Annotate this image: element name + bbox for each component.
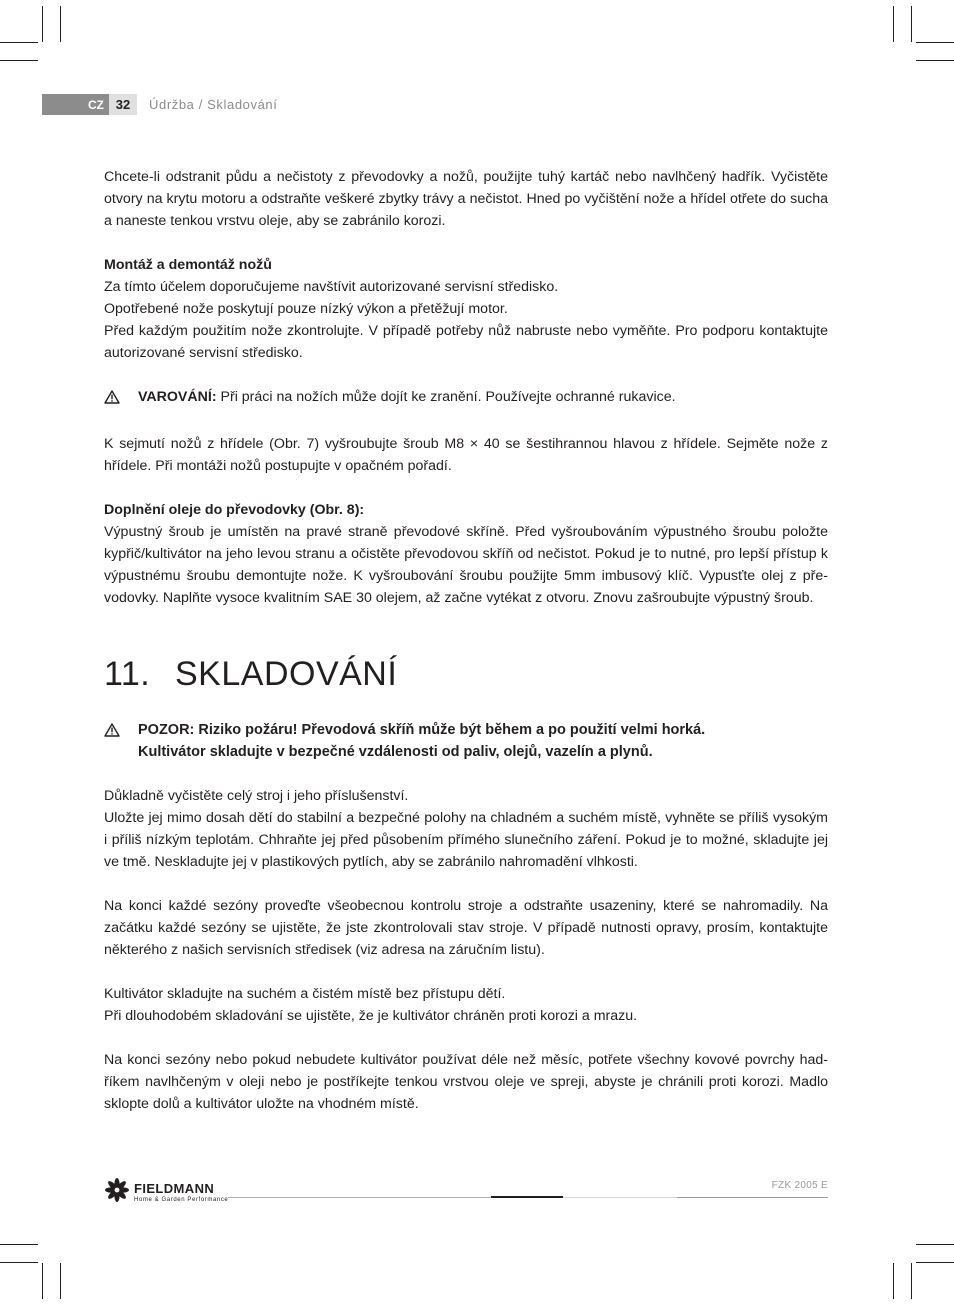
crop-mark bbox=[42, 6, 43, 42]
oil-paragraph: Výpustný šroub je umístěn na pravé straně převodové skříně. Před vyšroubováním výpustného šroubu položte kypřič/kultivátor na jeho levou stranu a očistěte převodovou skříň od nečistot. Pokud je to nutné, pro lepší přístup k výpustnému šroubu demontujte nože. K vyšroubování šroubu použijte 5mm imbusový klíč. Vypusťte olej z převodovky. Naplňte vysoce kvalitním SAE 30 olejem, až začne vytékat z otvoru. Znovu zašroubujte výpustný šroub. bbox=[104, 524, 828, 606]
footer-rule bbox=[677, 1197, 828, 1198]
storage-paragraph: Při dlouhodobém skladování se ujistěte, že je kultivátor chráněn proti korozi a mrazu. bbox=[104, 1008, 638, 1024]
brand-name: FIELDMANN bbox=[134, 1180, 215, 1196]
storage-paragraph: Na konci každé sezóny proveďte všeobecnou kontrolu stroje a odstraňte usazeniny, které se nahromadily. Na začátku každé sezóny se ujistěte, že jste zkontrolovali stav stroje. V případě nutnosti opravy, prosím, kontaktujte některého z našich servisních středisek (viz adresa na záručním listu). bbox=[104, 898, 828, 958]
blade-removal-paragraph: K sejmutí nožů z hřídele (Obr. 7) vyšroubujte šroub M8 × 40 se šestihrannou hlavou z hřídele. Sejměte nože z hřídele. Při montáži nožů postupujte v opačném pořadí. bbox=[104, 436, 828, 474]
warning-notice bbox=[104, 386, 828, 411]
page-header bbox=[42, 94, 277, 115]
storage-paragraph: Uložte jej mimo dosah dětí do stabilní a bezpečné polohy na chladném a suchém místě, vyhněte se příliš vysokým i příliš nízkým teplotám. Chhraňte jej před působením přímého slunečního záření. Pokud je to možné, skladujte jej ve tmě. Neskladujte jej v plastikových pytlích, aby se zabránilo nahromadění vlhkosti. bbox=[104, 810, 828, 870]
footer-rule bbox=[491, 1196, 563, 1198]
page-number: 32 bbox=[109, 94, 137, 115]
brand-logo bbox=[104, 1177, 228, 1208]
chapter-name: SKLADOVÁNÍ bbox=[175, 655, 398, 693]
crop-mark bbox=[916, 1244, 954, 1245]
crop-mark bbox=[60, 1263, 61, 1299]
storage-paragraph: Kultivátor skladujte na suchém a čistém místě bez přístupu dětí. bbox=[104, 986, 506, 1002]
chapter-number: 11. bbox=[104, 655, 151, 693]
footer-rule bbox=[563, 1197, 677, 1198]
crop-mark bbox=[42, 1263, 43, 1299]
storage-paragraph: Na konci sezóny nebo pokud nebudete kultivátor používat déle než měsíc, potřete všechny kovové povrchy hadříkem navlhčeným v oleji nebo je postříkejte tenkou vrstvou oleje ve spreji, abyste je chránili proti korozi. Madlo sklopte dolů a kultivátor uložte na vhodném místě. bbox=[104, 1052, 828, 1112]
caution-notice bbox=[104, 719, 828, 763]
crop-mark bbox=[0, 42, 38, 43]
crop-mark bbox=[0, 1244, 38, 1245]
model-number: FZK 2005 E bbox=[771, 1180, 828, 1191]
crop-mark bbox=[911, 6, 912, 42]
crop-mark bbox=[916, 42, 954, 43]
warning-text: Při práci na nožích může dojít ke zranění. Používejte ochranné rukavice. bbox=[216, 389, 676, 405]
blades-paragraph: Opotřebené nože poskytují pouze nízký výkon a přetěžují motor. bbox=[104, 301, 508, 317]
page-content bbox=[104, 166, 828, 1115]
blades-heading: Montáž a demontáž nožů bbox=[104, 257, 272, 273]
crop-mark bbox=[916, 60, 954, 61]
warning-label: VAROVÁNÍ: bbox=[138, 389, 217, 405]
crop-mark bbox=[916, 1262, 954, 1263]
crop-mark bbox=[0, 1262, 38, 1263]
oil-heading: Doplnění oleje do převodovky (Obr. 8): bbox=[104, 502, 365, 518]
storage-paragraph: Důkladně vyčistěte celý stroj i jeho příslušenství. bbox=[104, 788, 409, 804]
blades-paragraph: Za tímto účelem doporučujeme navštívit autorizované servisní středisko. bbox=[104, 279, 559, 295]
crop-mark bbox=[60, 6, 61, 42]
crop-mark bbox=[0, 60, 38, 61]
footer-rule bbox=[228, 1197, 491, 1198]
language-badge: CZ bbox=[42, 94, 109, 115]
blades-paragraph: Před každým použitím nože zkontrolujte. V případě potřeby nůž nabruste nebo vyměňte. Pro podporu kontaktujte autorizované servisní středisko. bbox=[104, 323, 828, 361]
caution-line: POZOR: Riziko požáru! Převodová skříň může být během a po použití velmi horká. bbox=[138, 722, 706, 738]
crop-mark bbox=[893, 6, 894, 42]
crop-mark bbox=[893, 1263, 894, 1299]
warning-triangle-icon bbox=[104, 719, 138, 744]
crop-mark bbox=[911, 1263, 912, 1299]
cleaning-paragraph: Chcete-li odstranit půdu a nečistoty z převodovky a nožů, použijte tuhý kartáč nebo navlhčený hadřík. Vyčistěte otvory na krytu motoru a odstraňte veškeré zbytky trávy a nečistot. Hned po vyčištění nože a hřídel otřete do sucha a naneste tenkou vrstvu oleje, aby se zabránilo korozi. bbox=[104, 169, 828, 229]
flower-logo-icon bbox=[104, 1177, 130, 1208]
warning-triangle-icon bbox=[104, 386, 138, 411]
brand-tagline: Home & Garden Performance bbox=[134, 1196, 229, 1203]
section-title: Údržba / Skladování bbox=[149, 97, 278, 112]
caution-line: Kultivátor skladujte v bezpečné vzdálenosti od paliv, olejů, vazelín a plynů. bbox=[138, 744, 653, 760]
chapter-title bbox=[104, 653, 828, 695]
